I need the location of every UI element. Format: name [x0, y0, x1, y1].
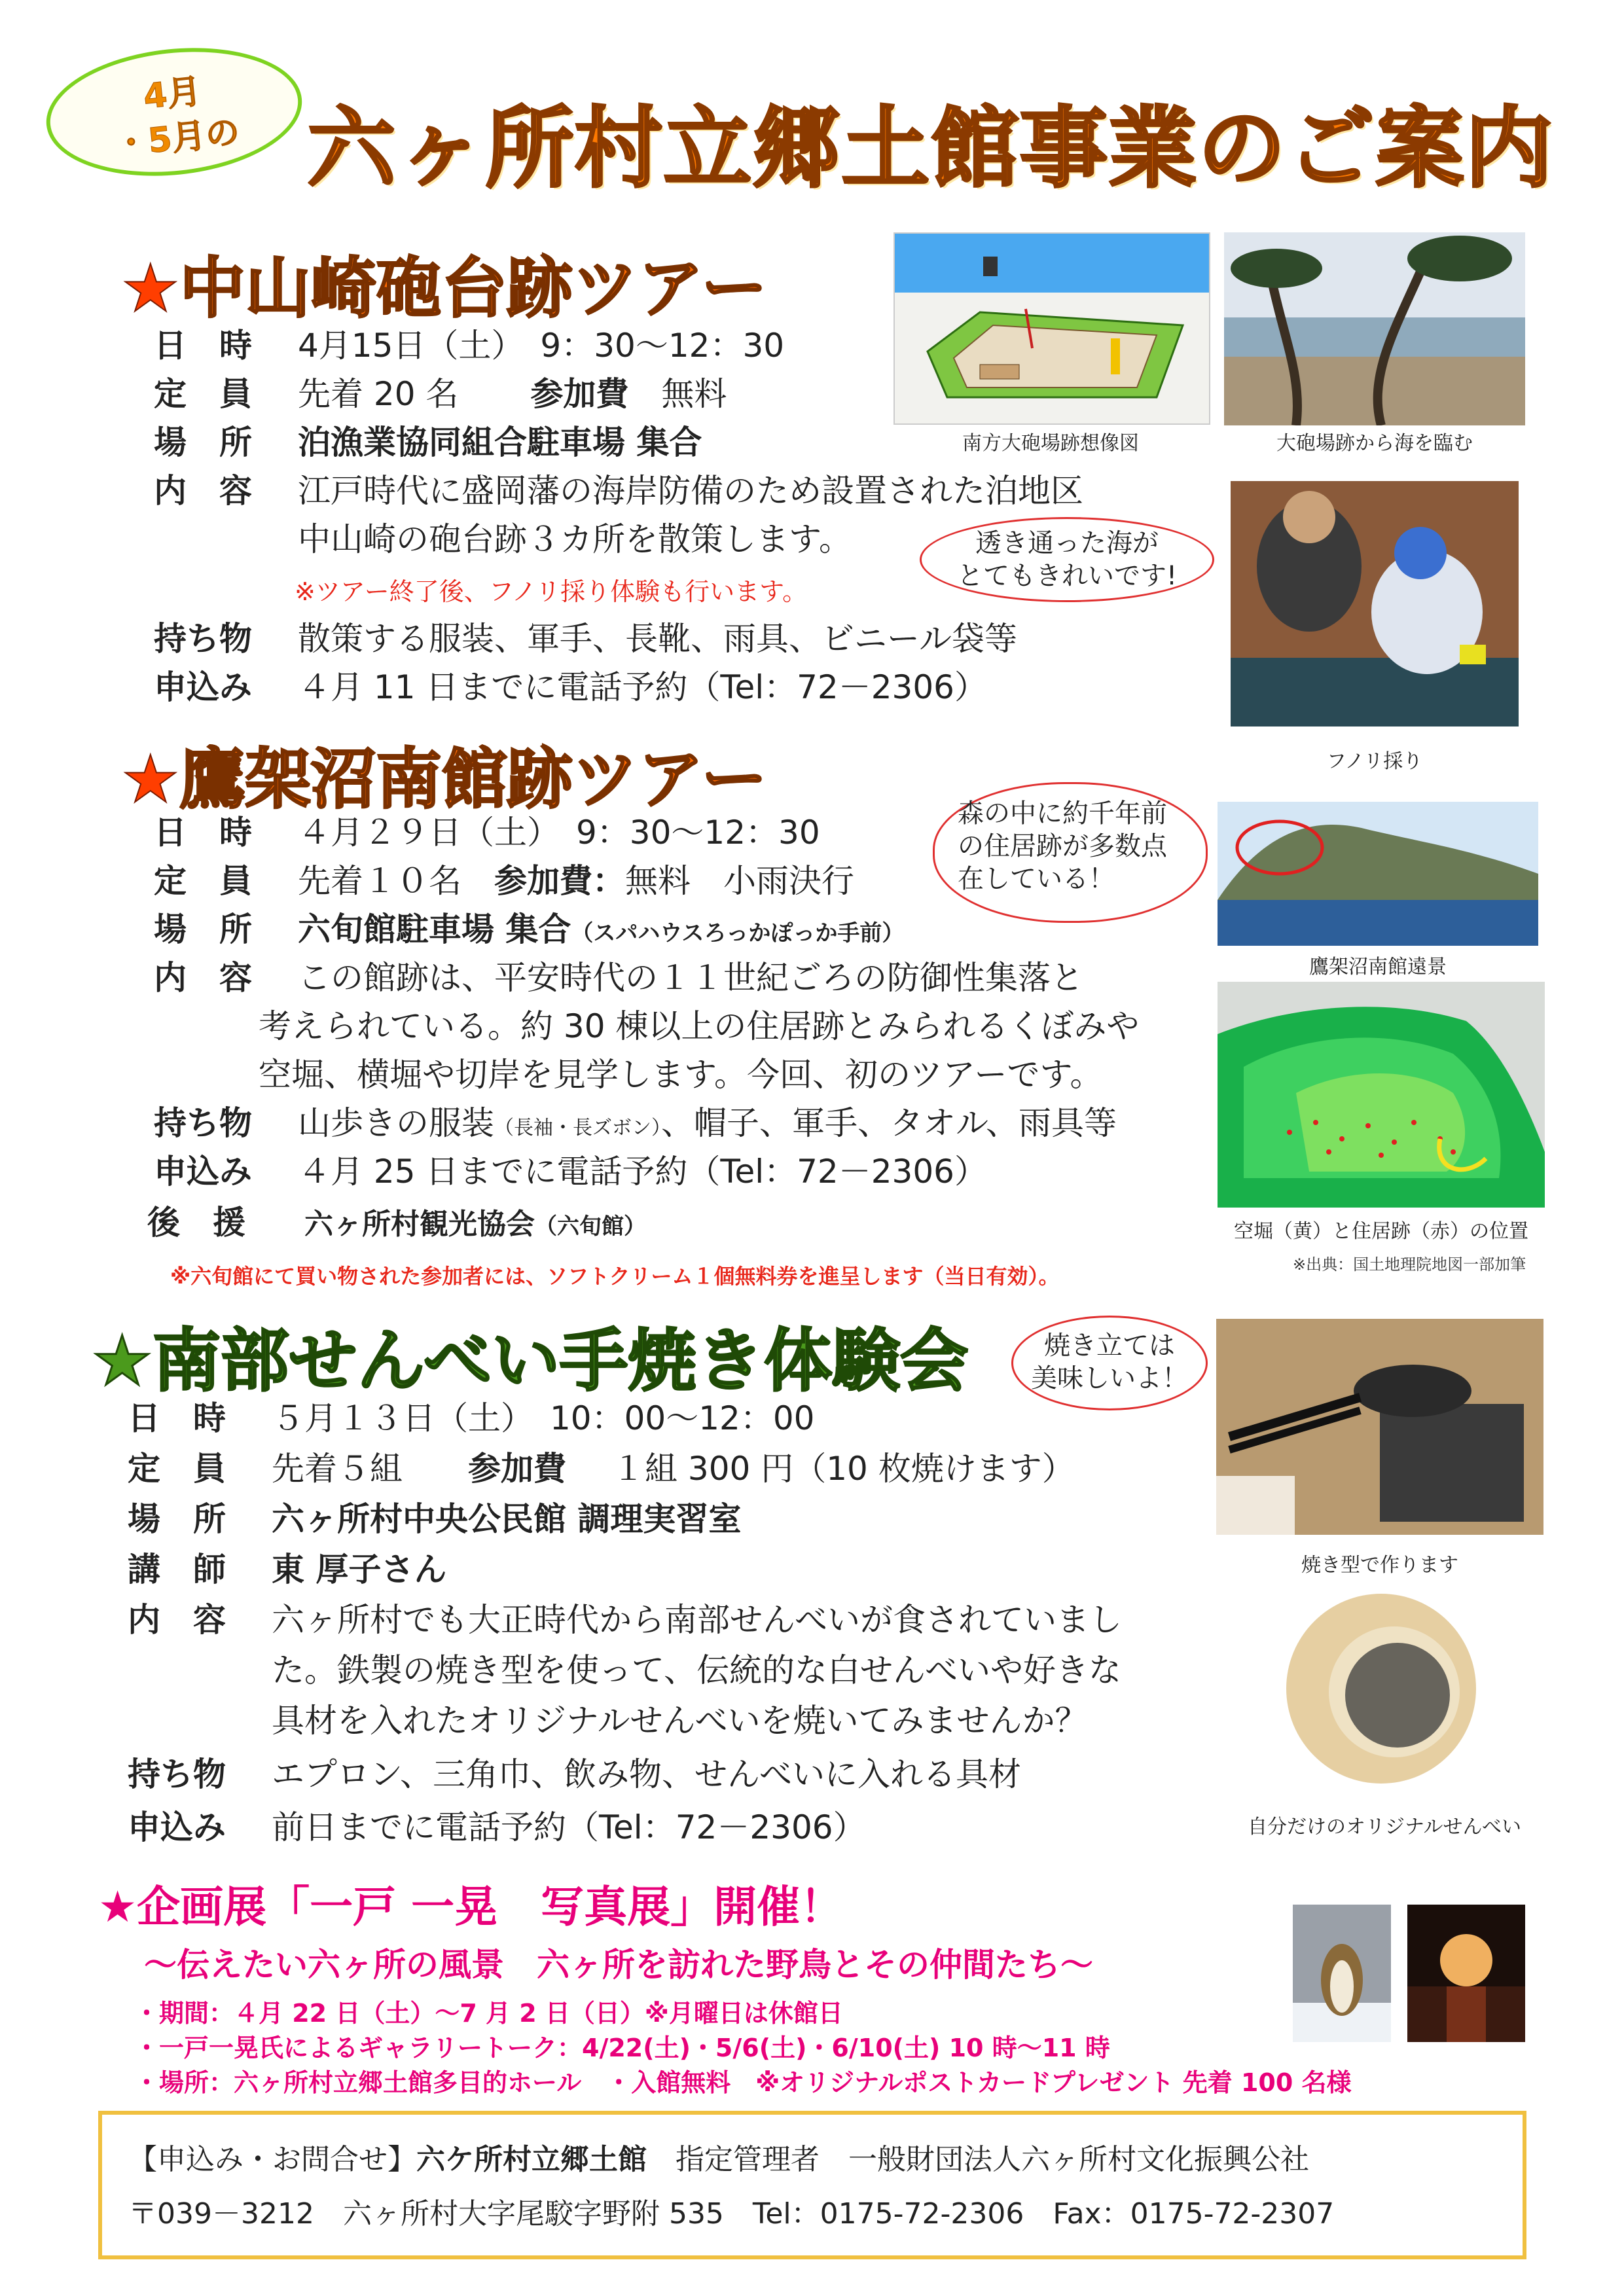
event3-bubble-line2: 美味しいよ！: [1031, 1363, 1188, 1393]
event3-capacity-label: 定 員: [128, 1450, 226, 1488]
tour1-content-label: 内 容: [154, 472, 252, 510]
tour2-place-label: 場 所: [154, 910, 252, 948]
tour1-content-line2: 中山崎の砲台跡３カ所を散策します。: [298, 520, 852, 558]
tour1-title-text: 中山崎砲台跡ツアー: [179, 250, 767, 327]
tour2-apply-row: [154, 1151, 987, 1193]
senbei-mold-photo: [1216, 1319, 1543, 1535]
caption-relief-map: 空堀（黄）と住居跡（赤）の位置: [1234, 1220, 1528, 1243]
tour2-capacity-row: [154, 860, 854, 902]
tour1-note: ※ツアー終了後、フノリ採り体験も行います。: [295, 577, 808, 606]
exhibit-period: ・期間：４月 22 日（土）～7 月 2 日（日）※月曜日は休館日: [134, 1999, 843, 2028]
tour2-bubble-line3: 在している！: [958, 864, 1115, 894]
tour2-apply-value: ４月 25 日までに電話予約（Tel：72－2306）: [298, 1153, 987, 1191]
contact-prefix: 【申込み・お問合せ】: [128, 2143, 416, 2176]
tour1-apply-label: 申込み: [154, 668, 252, 706]
event3-content-row: [128, 1599, 1122, 1641]
event3-content-label: 内 容: [128, 1601, 226, 1639]
event3-teacher-row: [128, 1549, 446, 1590]
tour1-bubble-line1: 透き通った海が: [975, 528, 1159, 558]
tour1-speech-bubble: [920, 517, 1214, 602]
exhibit-gallery-talk: ・一戸一晃氏によるギャラリートーク：4/22(土)・5/6(土)・6/10(土) 10 時～11 時: [134, 2034, 1110, 2062]
month-badge-line1: 4月: [141, 71, 204, 117]
event3-fee-value: １組 300 円（10 枚焼けます）: [612, 1450, 1075, 1488]
event3-datetime-label: 日 時: [128, 1399, 226, 1437]
tour1-fee-label: 参加費: [530, 375, 629, 413]
event3-place-label: 場 所: [128, 1500, 226, 1538]
tour1-datetime-row: [154, 325, 784, 367]
tour1-capacity-row: [154, 373, 727, 415]
funori-photo: [1231, 481, 1519, 726]
event3-content-line2: た。鉄製の焼き型を使って、伝統的な白せんべいや好きな: [272, 1651, 1121, 1689]
tour2-content-label: 内 容: [154, 959, 252, 997]
exhibit-subtitle: ～伝えたい六ヶ所の風景 六ヶ所を訪れた野鳥とその仲間たち～: [144, 1946, 1093, 1984]
stoat-photo: [1293, 1905, 1391, 2042]
tour2-bubble-line1: 森の中に約千年前: [958, 798, 1167, 829]
contact-line1: [128, 2136, 1309, 2178]
event3-apply-value: 前日までに電話予約（Tel：72－2306）: [272, 1808, 866, 1846]
tour2-fee-value: 無料 小雨決行: [625, 862, 854, 900]
tour2-datetime-label: 日 時: [154, 814, 252, 852]
tour1-fee-value: 無料: [661, 375, 727, 413]
event3-datetime-value: ５月１３日（土） 10：00～12：00: [272, 1399, 815, 1437]
event3-capacity-value: 先着５組: [272, 1450, 403, 1488]
tour1-capacity-label: 定 員: [154, 375, 252, 413]
contact-address: 〒039－3212 六ヶ所村大字尾駮字野附 535 Tel：0175-72-2306 Fax：0175-72-2307: [128, 2197, 1335, 2231]
tour2-content-line2: 考えられている。約 30 棟以上の住居跡とみられるくぼみや: [259, 1007, 1140, 1045]
tour1-datetime-label: 日 時: [154, 327, 252, 365]
event3-place-row: [128, 1498, 741, 1540]
tour1-content-line1: 江戸時代に盛岡藩の海岸防備のため設置された泊地区: [298, 472, 1083, 510]
event3-content-line3: 具材を入れたオリジナルせんべいを焼いてみませんか？: [272, 1702, 1088, 1740]
event3-content-line1: 六ヶ所村でも大正時代から南部せんべいが食されていまし: [272, 1601, 1122, 1639]
event3-capacity-row: [128, 1448, 1075, 1490]
tour2-items-small: （長袖・長ズボン）: [494, 1117, 661, 1139]
tour1-place-row: [154, 422, 702, 463]
tour1-apply-row: [154, 666, 987, 708]
contact-manager: 指定管理者 一般財団法人六ヶ所村文化振興公社: [676, 2143, 1309, 2176]
pine-sea-photo: [1224, 232, 1525, 425]
sunset-photo: [1407, 1905, 1525, 2042]
event3-fee-label: 参加費: [468, 1450, 566, 1488]
tour2-speech-bubble: [933, 782, 1208, 923]
tour2-items-row: [154, 1102, 1117, 1149]
map-source: ※出典：国土地理院地図一部加筆: [1293, 1255, 1526, 1274]
contact-name: 六ケ所村立郷土館: [416, 2143, 647, 2176]
tour2-place-small: （スパハウスろっかぽっか手前）: [571, 920, 905, 946]
tour2-content-line3: 空堀、横堀や切岸を見学します。今回、初のツアーです。: [259, 1056, 1103, 1094]
original-senbei-photo: [1250, 1584, 1519, 1793]
tour1-items-value: 散策する服装、軍手、長靴、雨具、ビニール袋等: [298, 620, 1017, 658]
tour2-items-label: 持ち物: [154, 1104, 252, 1142]
event3-place-value: 六ヶ所村中央公民館 調理実習室: [272, 1500, 742, 1538]
star-icon: ★: [121, 250, 180, 327]
tour2-support-label: 後 援: [147, 1204, 245, 1242]
tour2-support-value: 六ヶ所村観光協会: [304, 1208, 535, 1241]
tour1-place-value: 泊漁業協同組合駐車場 集合: [298, 423, 702, 461]
event3-bubble-line1: 焼き立ては: [1044, 1331, 1175, 1361]
caption-pine-sea: 大砲場跡から海を臨む: [1276, 432, 1473, 455]
caption-battery-illustration: 南方大砲場跡想像図: [962, 432, 1139, 455]
tour2-place-row: [154, 908, 904, 954]
caption-senbei-mold: 焼き型で作ります: [1301, 1554, 1458, 1577]
event3-datetime-row: [128, 1397, 815, 1439]
tour2-bubble-line2: の住居跡が多数点: [958, 831, 1167, 861]
caption-funori: フノリ採り: [1326, 750, 1423, 773]
tour1-content-row: [154, 470, 1083, 512]
star-icon: ★: [121, 741, 180, 817]
tour2-fee-label: 参加費：: [494, 862, 625, 900]
event3-items-value: エプロン、三角巾、飲み物、せんべいに入れる具材: [272, 1755, 1021, 1793]
tour2-datetime-row: [154, 812, 820, 853]
tour2-apply-label: 申込み: [154, 1153, 252, 1191]
event3-items-row: [128, 1753, 1021, 1795]
month-badge-line2: ・5月の: [112, 112, 242, 165]
tour2-capacity-value: 先着１０名: [298, 862, 461, 900]
tour2-content-line1: この館跡は、平安時代の１１世紀ごろの防御性集落と: [298, 959, 1083, 997]
tour2-items-value1: 山歩きの服装: [298, 1104, 494, 1142]
month-badge: [40, 36, 308, 188]
caption-takahoko-view: 鷹架沼南館遠景: [1309, 956, 1447, 978]
relief-map: [1218, 982, 1545, 1208]
event3-title: [92, 1306, 968, 1404]
tour2-datetime-value: ４月２９日（土） 9：30～12：30: [298, 814, 820, 852]
event3-teacher-value: 東 厚子さん: [272, 1551, 447, 1588]
event3-title-text: 南部せんべい手焼き体験会: [153, 1321, 969, 1401]
tour2-title-text: 鷹架沼南館跡ツアー: [179, 741, 767, 817]
tour1-bubble-line2: とてもきれいです!: [956, 561, 1178, 591]
tour2-support-row: [147, 1202, 646, 1247]
tour1-items-label: 持ち物: [154, 620, 252, 658]
tour2-note: ※六旬館にて買い物された参加者には、ソフトクリーム１個無料券を進呈します（当日有効）。: [170, 1264, 1060, 1289]
event3-apply-row: [128, 1806, 866, 1848]
tour1-place-label: 場 所: [154, 423, 252, 461]
exhibit-place: ・場所：六ヶ所村立郷土館多目的ホール ・入館無料 ※オリジナルポストカードプレゼント 先着 100 名様: [134, 2068, 1352, 2097]
takahoko-view-photo: [1218, 802, 1538, 946]
event3-teacher-label: 講 師: [128, 1551, 226, 1588]
event3-speech-bubble: [1011, 1316, 1208, 1410]
battery-illustration: [893, 232, 1210, 425]
tour1-title: [121, 236, 767, 330]
tour2-place-value: 六旬館駐車場 集合: [298, 910, 571, 948]
tour2-capacity-label: 定 員: [154, 862, 252, 900]
exhibit-title: ★企画展「一戸 一晃 写真展」開催！: [98, 1882, 844, 1932]
page-title: 六ヶ所村立郷土館事業のご案内: [308, 98, 1555, 200]
event3-items-label: 持ち物: [128, 1755, 226, 1793]
tour2-support-small: （六旬館）: [535, 1213, 646, 1240]
tour2-content-row: [154, 957, 1083, 999]
tour2-items-value2: 、帽子、軍手、タオル、雨具等: [661, 1104, 1117, 1142]
tour1-items-row: [154, 618, 1017, 660]
caption-original-senbei: 自分だけのオリジナルせんべい: [1248, 1816, 1521, 1839]
contact-box: [98, 2111, 1526, 2259]
tour1-datetime-value: 4月15日（土） 9：30～12：30: [298, 327, 785, 365]
tour2-title: [121, 726, 767, 821]
star-icon: ★: [92, 1321, 153, 1401]
tour1-capacity-value: 先着 20 名: [298, 375, 459, 413]
event3-apply-label: 申込み: [128, 1808, 226, 1846]
tour1-apply-value: ４月 11 日までに電話予約（Tel：72－2306）: [298, 668, 987, 706]
